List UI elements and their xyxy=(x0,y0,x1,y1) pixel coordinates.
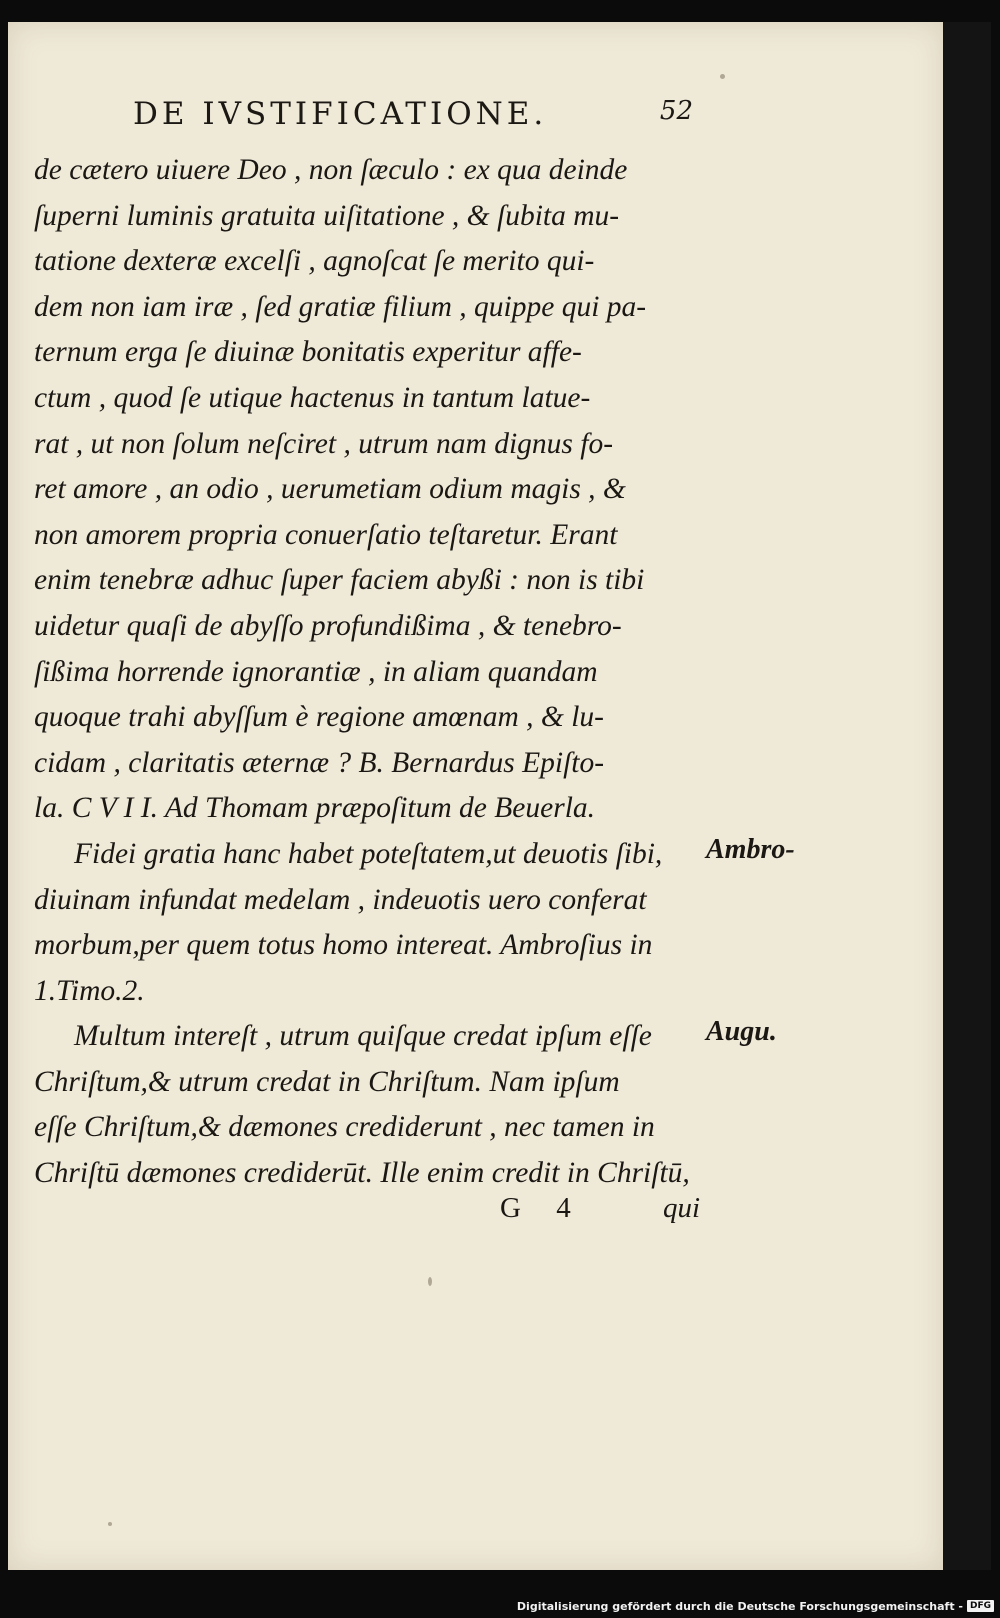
text-line: la. C V I I. Ad Thomam præpoſitum de Beuerla. xyxy=(34,792,596,825)
text-line: quoque trahi abyſſum è regione amœnam , & lu- xyxy=(34,701,604,734)
text-line: morbum,per quem totus homo intereat. Ambroſius in xyxy=(34,929,653,962)
text-line: ſuperni luminis gratuita uiſitatione , & ſubita mu- xyxy=(34,199,620,232)
signature-mark: G 4 xyxy=(500,1192,585,1224)
text-line: Chriſtum,& utrum credat in Chriſtum. Nam ipſum xyxy=(34,1065,620,1098)
margin-note-ambro: Ambro- xyxy=(706,834,795,865)
paper-spot xyxy=(720,74,725,79)
text-line: ctum , quod ſe utique hactenus in tantum latue- xyxy=(34,381,591,414)
text-line: Fidei gratia hanc habet poteſtatem,ut deuotis ſibi, xyxy=(74,837,663,870)
page-number: 52 xyxy=(659,96,693,126)
text-line: ſißima horrende ignorantiæ , in aliam quandam xyxy=(34,655,598,688)
text-line: Multum intereſt , utrum quiſque credat ipſum eſſe xyxy=(74,1020,652,1053)
text-line: dem non iam iræ , ſed gratiæ filium , quippe qui pa- xyxy=(34,290,647,323)
text-line: uidetur quaſi de abyſſo profundißima , & tenebro- xyxy=(34,609,622,642)
text-line: eſſe Chriſtum,& dæmones crediderunt , nec tamen in xyxy=(34,1111,655,1144)
text-line: ret amore , an odio , uerumetiam odium magis , & xyxy=(34,473,626,506)
text-line: 1.Timo.2. xyxy=(34,974,145,1007)
digitization-credit xyxy=(517,1598,994,1614)
credit-text: Digitalisierung gefördert durch die Deutsche Forschungsgemeinschaft - xyxy=(516,1599,963,1613)
text-line: de cætero uiuere Deo , non ſæculo : ex qua deinde xyxy=(34,154,628,186)
text-line: cidam , claritatis æternæ ? B. Bernardus Epiſto- xyxy=(34,746,605,779)
text-line: diuinam infundat medelam , indeuotis uero conferat xyxy=(34,883,647,916)
main-text-block xyxy=(34,148,700,1197)
text-line: rat , ut non ſolum neſciret , utrum nam dignus fo- xyxy=(34,427,614,460)
catchline xyxy=(34,1192,700,1238)
text-line: enim tenebræ adhuc ſuper faciem abyßi : non is tibi xyxy=(34,564,645,597)
running-head-title: DE IVSTIFICATIONE. xyxy=(133,96,548,132)
margin-note-augu: Augu. xyxy=(706,1016,777,1047)
dfg-logo: DFG xyxy=(967,1600,994,1612)
text-line: tatione dexteræ excelſi , agnoſcat ſe merito qui- xyxy=(34,245,595,278)
paper-spot xyxy=(108,1522,112,1526)
paper-spot xyxy=(428,1277,432,1286)
text-line: Chriſtū dæmones crediderūt. Ille enim credit in Chriſtū, xyxy=(34,1157,690,1190)
scan-edge-strip xyxy=(943,22,991,1570)
text-line: non amorem propria conuerſatio teſtaretur. Erant xyxy=(34,518,618,551)
running-head xyxy=(133,96,693,144)
text-line: ternum erga ſe diuinæ bonitatis experitur affe- xyxy=(34,336,582,369)
catchword: qui xyxy=(662,1192,700,1224)
